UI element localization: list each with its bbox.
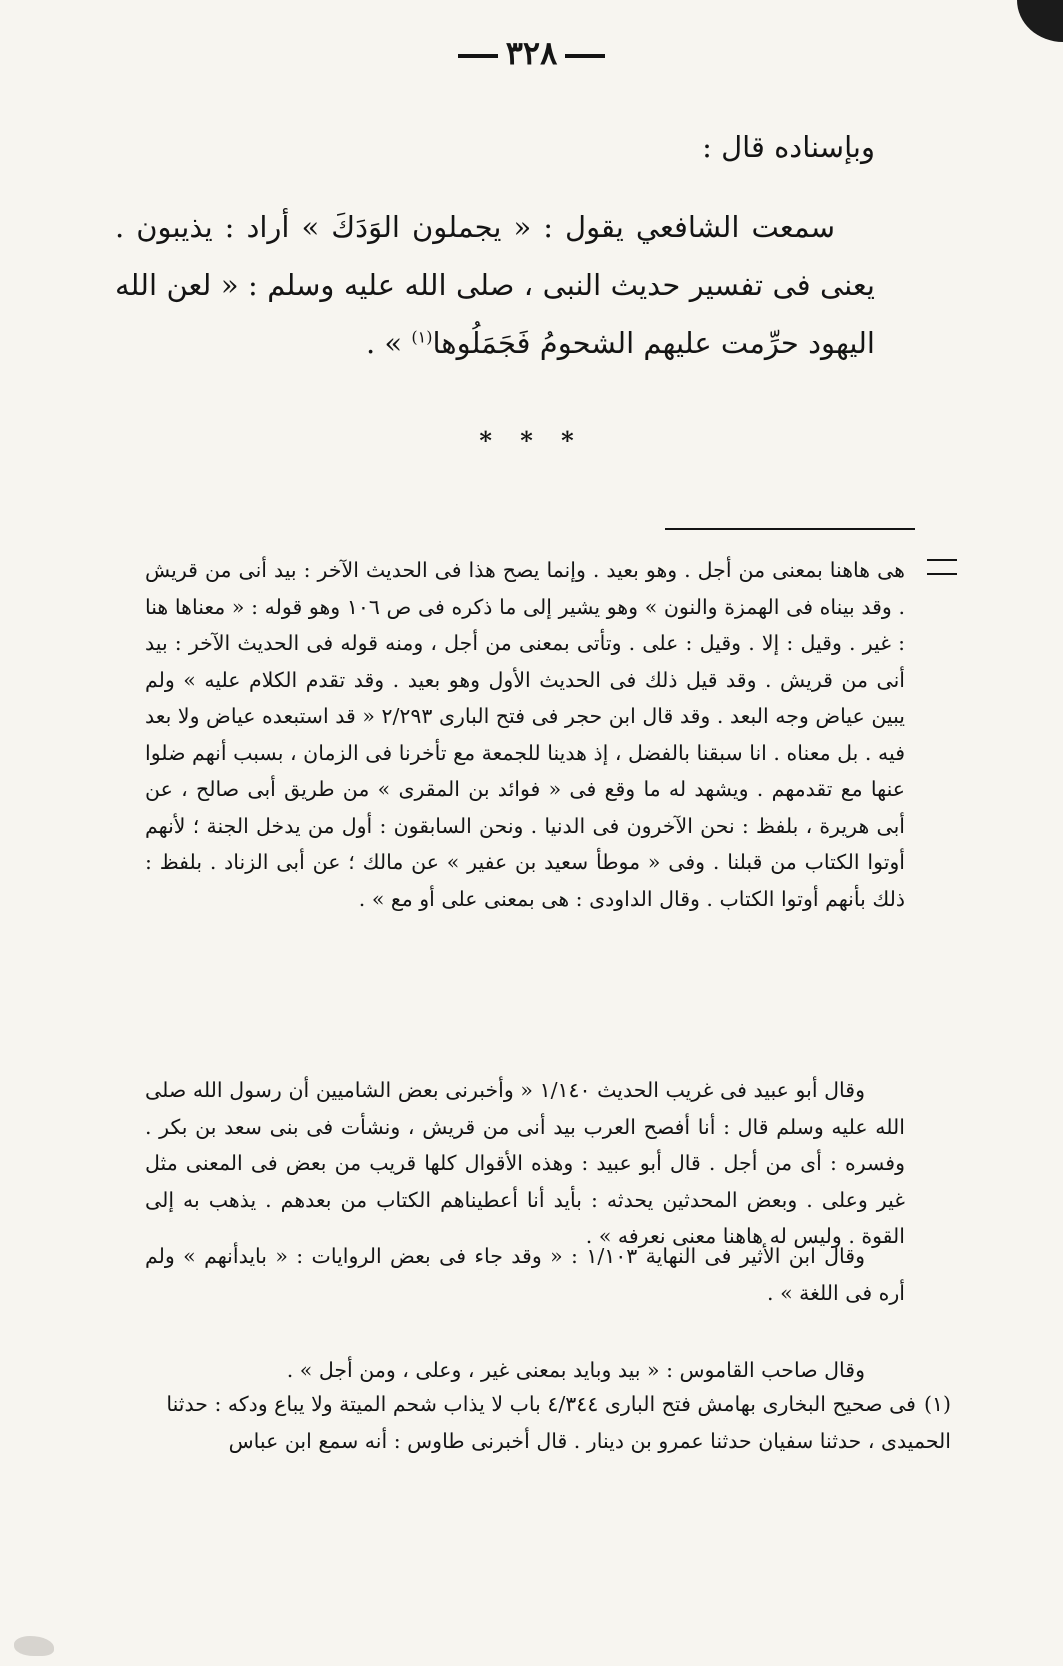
note-block-3 bbox=[145, 1238, 905, 1311]
dash-right bbox=[565, 54, 605, 58]
note-block-2 bbox=[145, 1072, 905, 1255]
intro-line: وبإسناده قال : bbox=[702, 130, 875, 164]
section-separator: * * * bbox=[479, 426, 584, 455]
quote-text: سمعت الشافعي يقول : « يجملون الوَدَكَ » أراد : يذيبون . يعنى فى تفسير حديث النبى ، صلى الله عليه وسلم : « لعن الله اليهود حرِّمت عليهم الشحومُ فَجَمَلُوها bbox=[115, 210, 875, 360]
note-block-3-text: وقال ابن الأثير فى النهاية ١/١٠٣ : « وقد جاء فى بعض الروايات : « بايدأنهم » ولم أره فى اللغة » . bbox=[145, 1244, 905, 1305]
scan-speck bbox=[14, 1636, 54, 1656]
dash-left bbox=[458, 54, 498, 58]
page-number-text: ٣٢٨ bbox=[505, 34, 558, 72]
footnote-text: فى صحيح البخارى بهامش فتح البارى ٤/٣٤٤ باب لا يذاب شحم الميتة ولا يباع ودكه : حدثنا الحميدى ، حدثنا سفيان حدثنا عمرو بن دينار . قال أخبرنى طاوس : أنه سمع ابن عباس bbox=[166, 1392, 951, 1453]
page-number bbox=[0, 34, 1063, 72]
note-block-1-text: هى هاهنا بمعنى من أجل . وهو بعيد . وإنما يصح هذا فى الحديث الآخر : بيد أنى من قريش . وقد بيناه فى الهمزة والنون » وهو يشير إلى ما ذكره فى ص ١٠٦ وهو قوله : « معناها هنا : غير . وقيل : إلا . وقيل : على . وتأتى بمعنى من أجل ، ومنه قوله فى الحديث الآخر : بيد أنى من قريش . وقد قيل ذلك فى الحديث الأول وهو بعيد . وقد تقدم الكلام عليه » ولم يبين عياض وجه البعد . وقد قال ابن حجر فى فتح البارى ٢/٢٩٣ « قد استبعده عياض ولا بعد فيه . بل معناه . انا سبقنا بالفضل ، إذ هدينا للجمعة مع تأخرنا فى الزمان ، بسبب أنهم ضلوا عنها مع تقدمهم . ويشهد له ما وقع فى « فوائد بن المقرى » من طريق أبى صالح ، عن أبى هريرة ، بلفظ : نحن الآخرون فى الدنيا . ونحن السابقون : أول من يدخل الجنة ؛ لأنهم أوتوا الكتاب من قبلنا . وفى « موطأ سعيد بن عفير » عن مالك ؛ عن أبى الزناد . بلفظ : ذلك بأنهم أوتوا الكتاب . وقال الداودى : هى بمعنى على أو مع » . bbox=[145, 558, 906, 911]
continuation-mark bbox=[927, 559, 957, 575]
note-block-2-text: وقال أبو عبيد فى غريب الحديث ١/١٤٠ « وأخبرنى بعض الشاميين أن رسول الله صلى الله عليه وسلم قال : أنا أفصح العرب بيد أنى من قريش ، ونشأت فى بنى سعد بن بكر . وفسره : أى من أجل . قال أبو عبيد : وهذه الأقوال كلها قريب من بعض فى المعنى مثل غير وعلى . وبعض المحدثين يحدثه : بأيد أنا أعطيناهم الكتاب من بعدهم . يذهب به إلى القوة . وليس له هاهنا معنى نعرفه » . bbox=[145, 1078, 905, 1248]
quote-close: » . bbox=[365, 326, 412, 360]
footnote bbox=[151, 1386, 951, 1459]
footnote-rule bbox=[665, 528, 915, 530]
note-block-4 bbox=[145, 1352, 905, 1389]
quote-footnote-ref: (١) bbox=[411, 327, 433, 347]
note-block-1 bbox=[145, 552, 905, 917]
quote-paragraph bbox=[115, 198, 875, 372]
footnote-number: (١) bbox=[923, 1392, 951, 1416]
note-block-4-text: وقال صاحب القاموس : « بيد وبايد بمعنى غير ، وعلى ، ومن أجل » . bbox=[286, 1358, 865, 1382]
